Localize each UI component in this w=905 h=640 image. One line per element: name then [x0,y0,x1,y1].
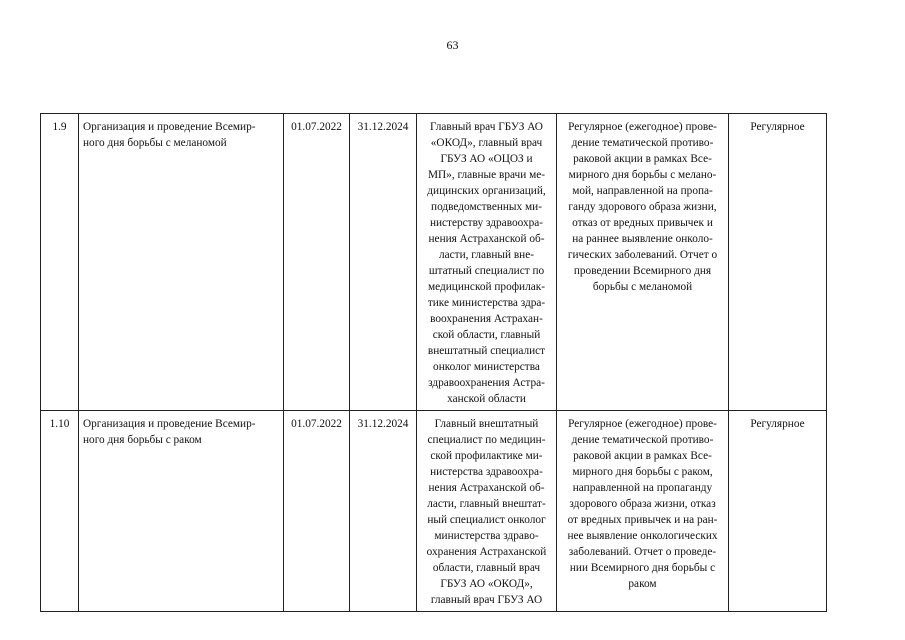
responsible-text: Главный внештатный специалист по медицин- ской профилактике ми- нистерства здравоохра- нения Астраханской об- ласти, главный внештат- ный специалист онколог министерства здраво- охранения Астраханской области, главный врач ГБУЗ АО «ОКОД», главный врач ГБУЗ АО [426,418,547,606]
row-number: 1.9 [41,114,79,411]
responsible-text: Главный врач ГБУЗ АО «ОКОД», главный врач ГБУЗ АО «ОЦОЗ и МП», главные врачи ме- дицинских организаций, подведомственных ми- нистерству здравоохра- нения Астраханской об- ласти, главный вне- штатный специалист по медицинской профилак- тике министерства здра- воохранения Астрахан- ской области, главный внештатный специалист онколог министерства здравоохранения Астра- ханской области [427,121,546,405]
start-date: 01.07.2022 [284,411,350,612]
expected-result [557,411,729,612]
event-name-text: Организация и проведение Всемир- ного дня борьбы с меланомой [83,121,256,149]
responsible [417,411,557,612]
responsible [417,114,557,411]
expected-result [557,114,729,411]
event-name [79,411,284,612]
event-name [79,114,284,411]
table-row [41,114,827,411]
plan-table [40,113,827,612]
start-date: 01.07.2022 [284,114,350,411]
periodicity: Регулярное [729,411,827,612]
row-number: 1.10 [41,411,79,612]
table-row [41,411,827,612]
periodicity: Регулярное [729,114,827,411]
page-number: 63 [446,38,459,52]
expected-result-text: Регулярное (ежегодное) прове- дение тематической противо- раковой акции в рамках Все- мирного дня борьбы с раком, направленной на пропаганду здорового образа жизни, отказ от вредных привычек и на ран- нее выявление онкологических заболеваний. Отчет о проведе- нии Всемирного дня борьбы с раком [567,418,718,590]
end-date: 31.12.2024 [350,411,417,612]
event-name-text: Организация и проведение Всемир- ного дня борьбы с раком [83,418,256,446]
expected-result-text: Регулярное (ежегодное) прове- дение тематической противо- раковой акции в рамках Все- мирного дня борьбы с мелано- мой, направленной на пропа- ганду здорового образа жизни, отказ от вредных привычек и на раннее выявление онколо- гических заболеваний. Отчет о проведении Всемирного дня борьбы с меланомой [567,121,718,293]
end-date: 31.12.2024 [350,114,417,411]
